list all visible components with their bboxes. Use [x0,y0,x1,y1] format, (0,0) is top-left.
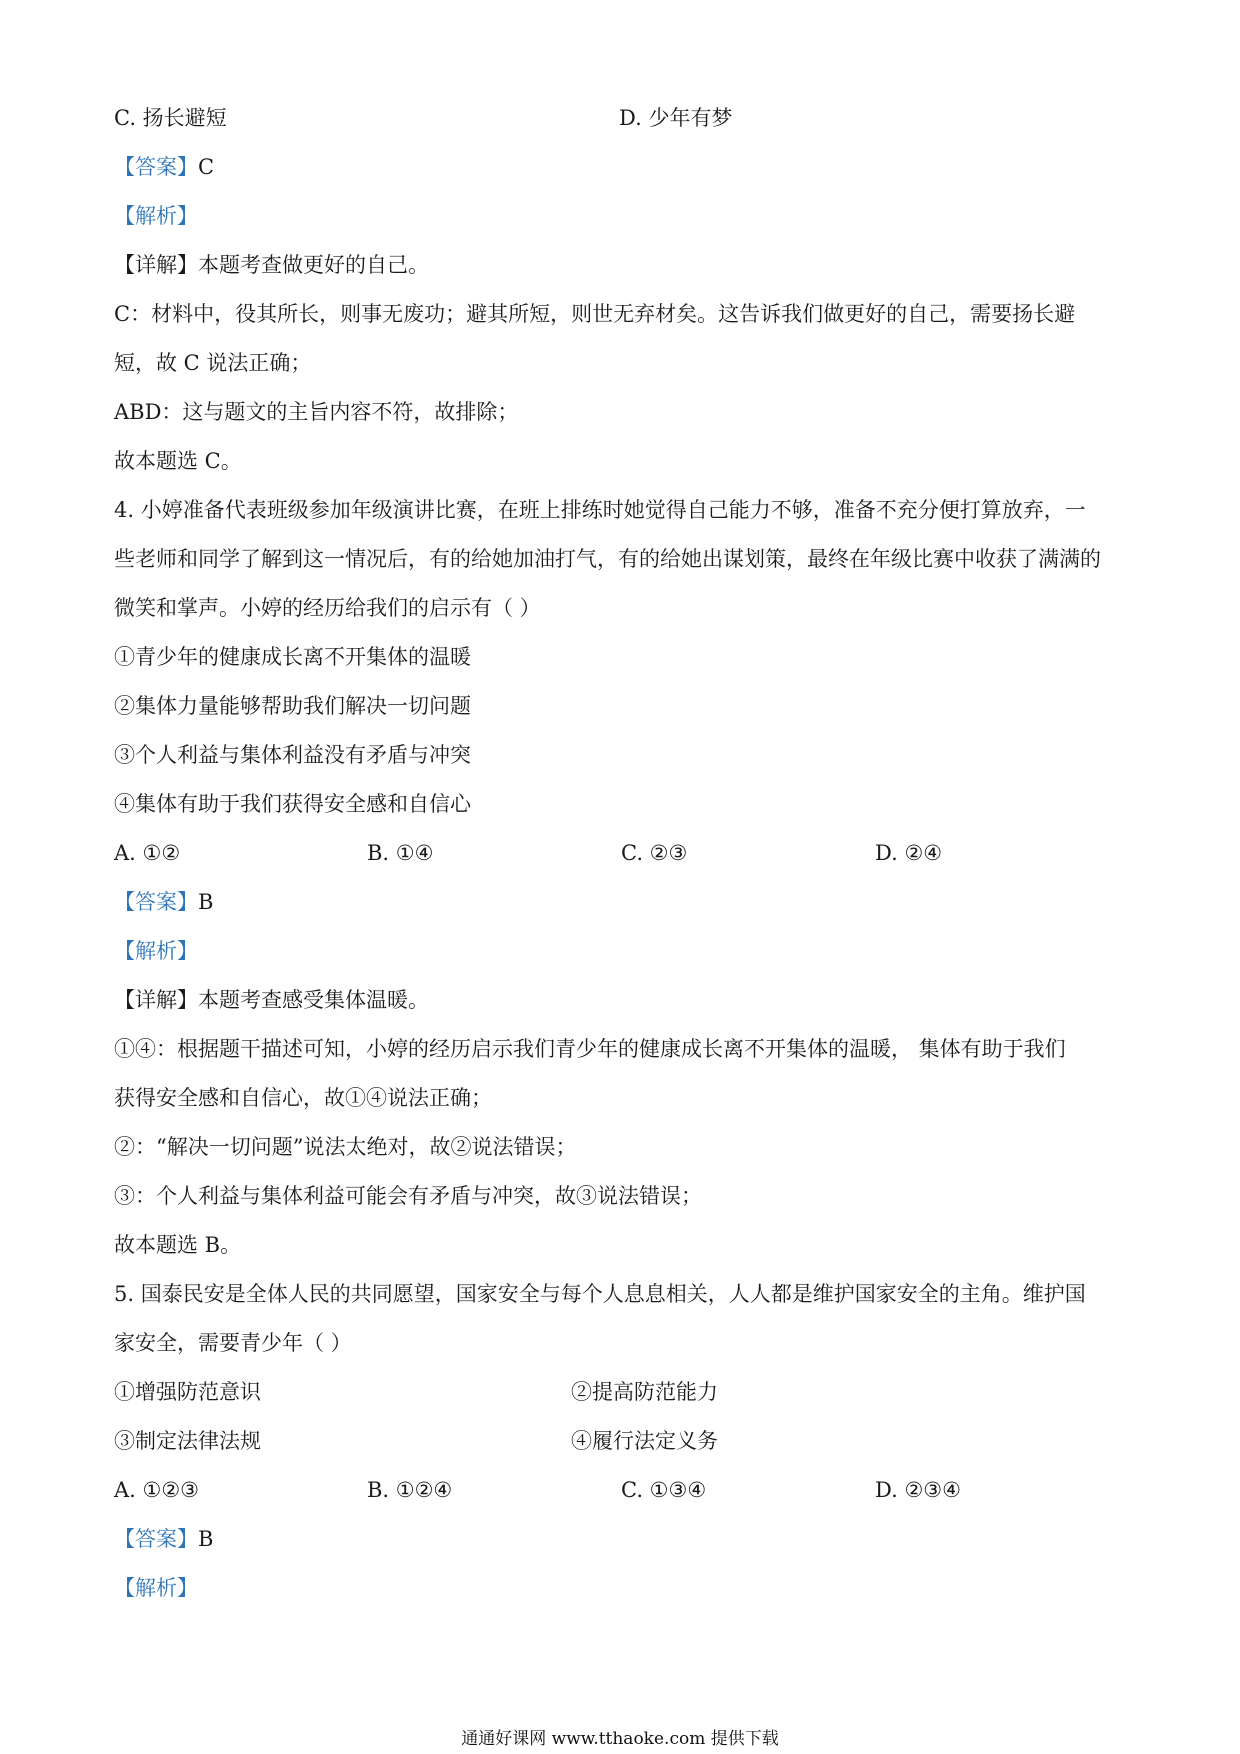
q4-detail-line: ③：个人利益与集体利益可能会有矛盾与冲突，故③说法错误； [114,1184,702,1208]
q5-statement: ③制定法律法规 [114,1429,261,1453]
q3-analysis-tag: 【解析】 [114,204,198,228]
q4-detail-line: ①④：根据题干描述可知，小婷的经历启示我们青少年的健康成长离不开集体的温暖， 集体有助于我们 [114,1037,1066,1061]
q5-option-d: D. ②③④ [875,1478,961,1502]
q4-analysis-tag: 【解析】 [114,939,198,963]
q3-answer [114,152,1134,182]
q4-statement: ②集体力量能够帮助我们解决一切问题 [114,694,471,718]
q3-option-d: D. 少年有梦 [619,106,733,130]
q5-statement: ①增强防范意识 [114,1380,261,1404]
q5-option-a: A. ①②③ [114,1478,199,1502]
q4-statement: ④集体有助于我们获得安全感和自信心 [114,792,471,816]
q5-option-c: C. ①③④ [621,1478,707,1502]
q3-detail-line: ABD：这与题文的主旨内容不符，故排除； [114,400,519,424]
q3-detail-line: 短，故 C 说法正确； [114,351,312,375]
q5-statement: ②提高防范能力 [571,1380,718,1404]
q4-detail-line: 获得安全感和自信心，故①④说法正确； [114,1086,492,1110]
footer-source: 通通好课网 www.tthaoke.com 提供下载 [461,1729,779,1749]
q4-option-d: D. ②④ [875,841,943,865]
q3-detail-line: C：材料中，役其所长，则事无废功；避其所短，则世无弃材矣。这告诉我们做更好的自己，需要扬长避 [114,302,1076,326]
q5-statement: ④履行法定义务 [571,1429,718,1453]
q3-detail-line: 故本题选 C。 [114,449,242,473]
q3-option-c: C. 扬长避短 [114,106,227,130]
q4-stem-line: 微笑和掌声。小婷的经历给我们的启示有（ ） [114,596,541,620]
q4-option-c: C. ②③ [621,841,688,865]
answer-tag: 【答案】 [114,890,198,914]
q5-answer [114,1524,1134,1554]
q5-stem-line: 5. 国泰民安是全体人民的共同愿望，国家安全与每个人息息相关，人人都是维护国家安全的主角。维护国 [114,1282,1086,1306]
answer-value: C [198,155,215,179]
q4-detail-line: ②：“解决一切问题”说法太绝对，故②说法错误； [114,1135,577,1159]
answer-value: B [198,1527,214,1551]
answer-tag: 【答案】 [114,155,198,179]
q4-option-a: A. ①② [114,841,181,865]
q5-stem-line: 家安全，需要青少年（ ） [114,1331,352,1355]
answer-value: B [198,890,214,914]
q4-statement: ③个人利益与集体利益没有矛盾与冲突 [114,743,471,767]
q4-detail-line: 故本题选 B。 [114,1233,242,1257]
q5-option-b: B. ①②④ [367,1478,453,1502]
q3-detail: 【详解】本题考查做更好的自己。 [114,253,429,277]
answer-tag: 【答案】 [114,1527,198,1551]
q4-statement: ①青少年的健康成长离不开集体的温暖 [114,645,471,669]
q4-detail: 【详解】本题考查感受集体温暖。 [114,988,429,1012]
q4-answer [114,887,1134,917]
q4-stem-line: 些老师和同学了解到这一情况后，有的给她加油打气，有的给她出谋划策，最终在年级比赛中收获了满满的 [114,547,1101,571]
q4-option-b: B. ①④ [367,841,434,865]
q5-analysis-tag: 【解析】 [114,1576,198,1600]
q4-stem-line: 4. 小婷准备代表班级参加年级演讲比赛，在班上排练时她觉得自己能力不够，准备不充分便打算放弃，一 [114,498,1086,522]
